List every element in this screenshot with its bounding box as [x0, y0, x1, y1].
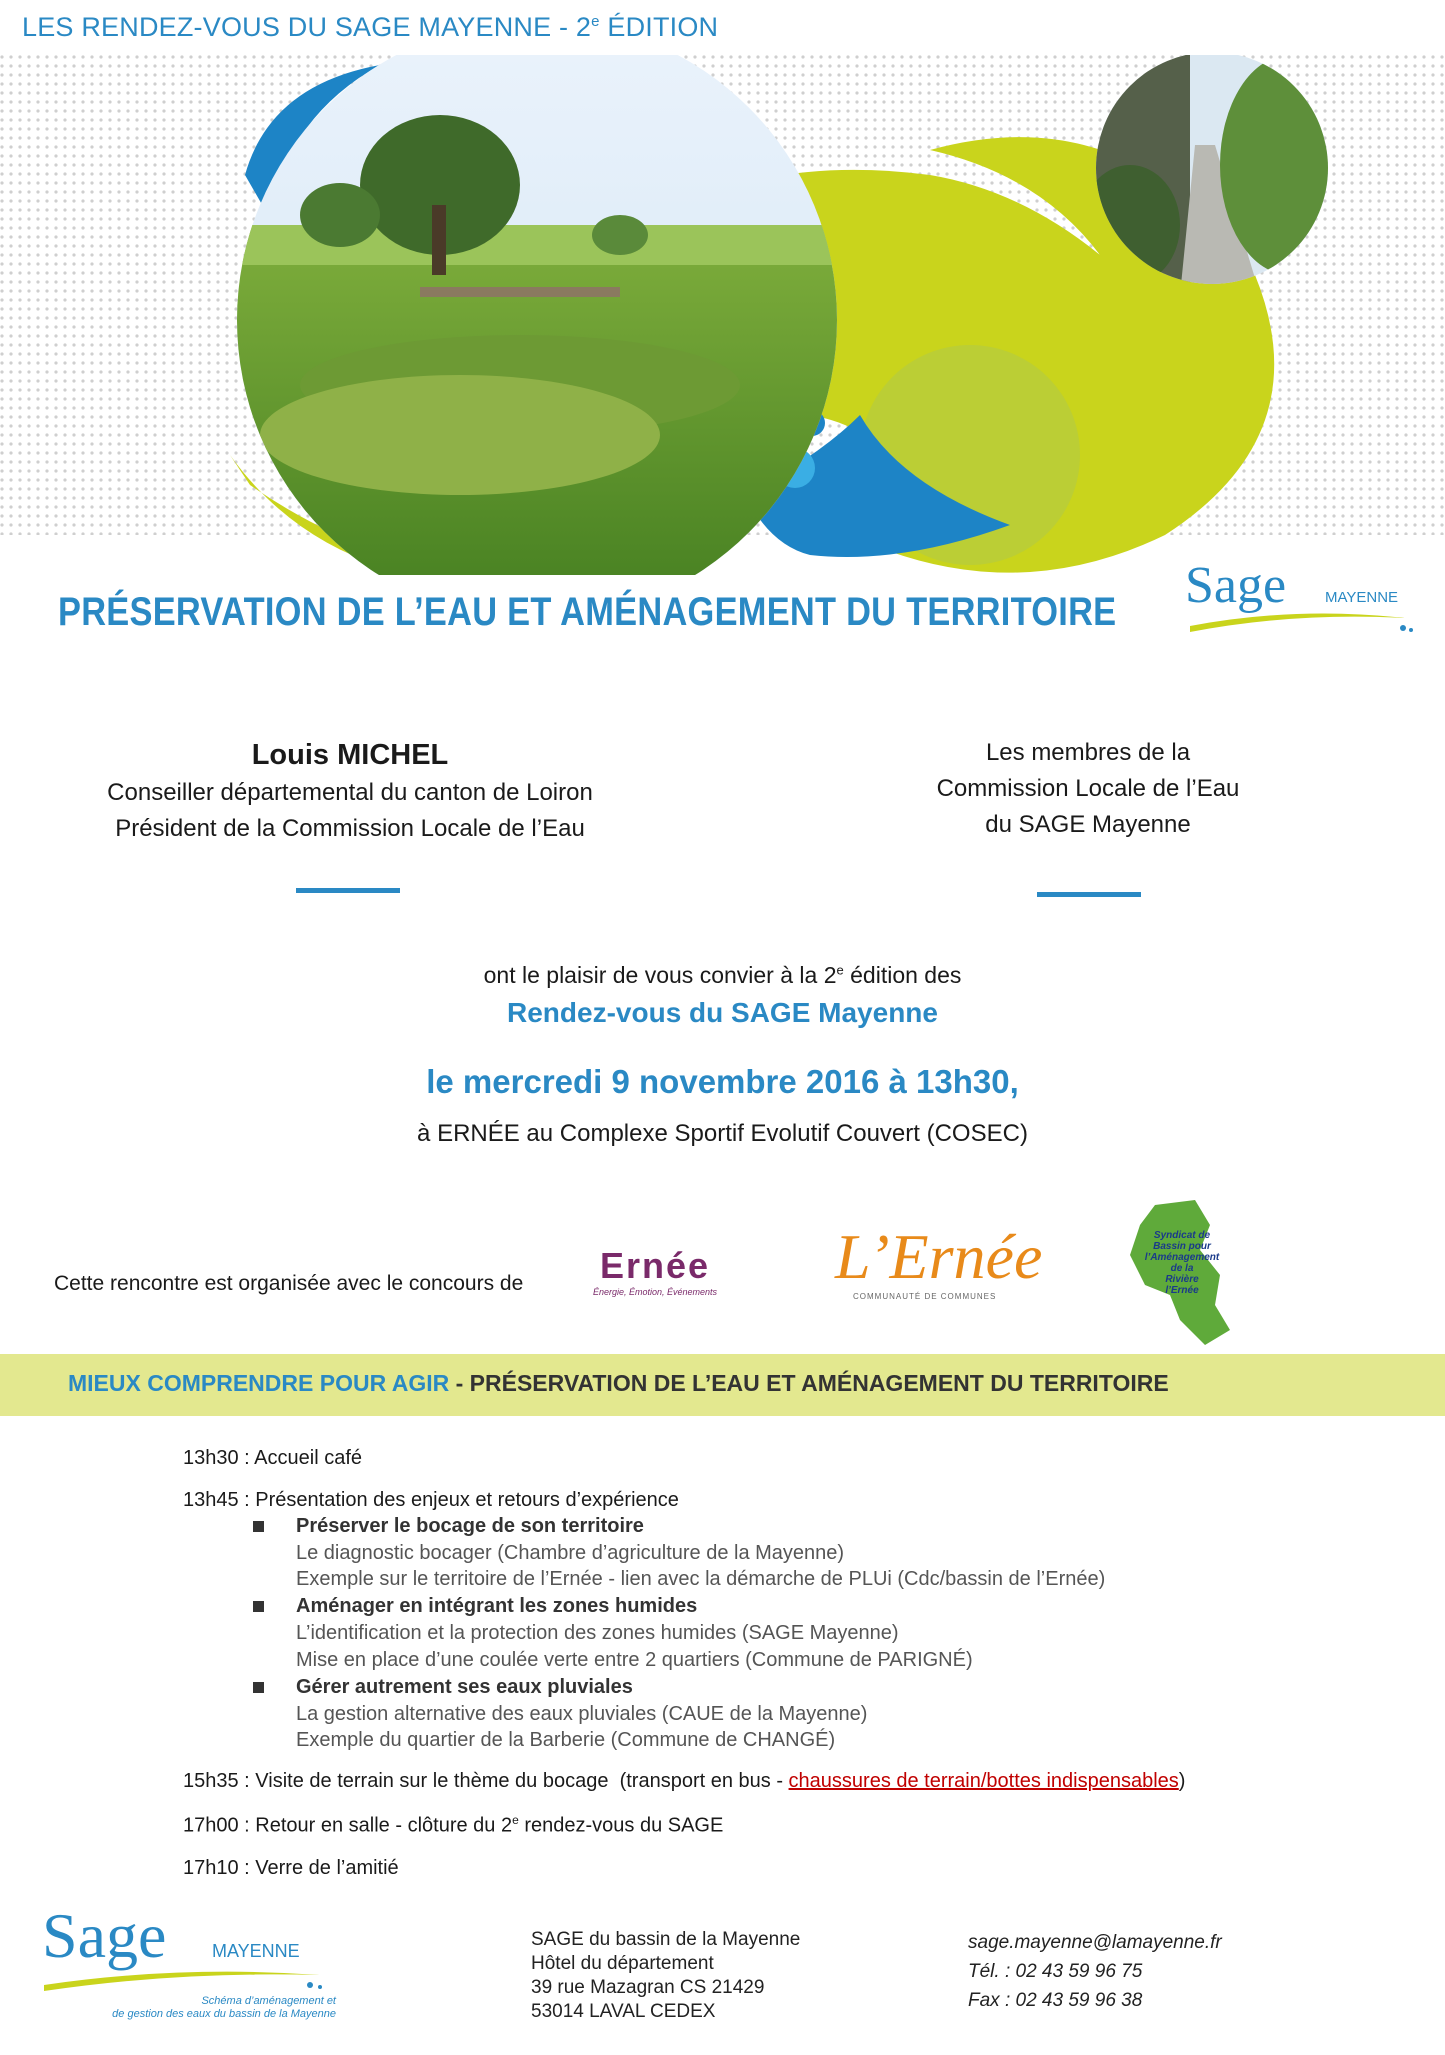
- series-title: LES RENDEZ-VOUS DU SAGE MAYENNE - 2e ÉDITION: [22, 12, 719, 42]
- bullet-3: [253, 1682, 264, 1693]
- bullet-1: [253, 1521, 264, 1532]
- item-2-title: Aménager en intégrant les zones humides: [296, 1595, 698, 1617]
- program-row-1345: 13h45 : Présentation des enjeux et retours d’expérience: [183, 1489, 679, 1511]
- meadow-photo: [230, 55, 850, 575]
- sage-logo-top: [1185, 556, 1415, 636]
- item-1-line-1: Le diagnostic bocager (Chambre d’agriculture de la Mayenne): [296, 1542, 845, 1564]
- divider-left: [296, 888, 400, 893]
- contact-fax: Fax : 02 43 59 96 38: [968, 1990, 1143, 2011]
- hero-illustration: [0, 55, 1445, 575]
- program-row-1535: 15h35 : Visite de terrain sur le thème du bocage (transport en bus - chaussures de terrain/bottes indispensables): [183, 1770, 1186, 1792]
- item-2-line-1: L’identification et la protection des zones humides (SAGE Mayenne): [296, 1622, 899, 1644]
- contact-email[interactable]: sage.mayenne@lamayenne.fr: [968, 1932, 1222, 1953]
- ernee-cdc-logo: L’Ernée COMMUNAUTÉ DE COMMUNES: [835, 1221, 1043, 1301]
- item-3-title: Gérer autrement ses eaux pluviales: [296, 1676, 633, 1698]
- invite-line: ont le plaisir de vous convier à la 2e édition des: [483, 962, 962, 988]
- main-title: PRÉSERVATION DE L’EAU ET AMÉNAGEMENT DU TERRITOIRE: [58, 590, 1117, 634]
- syndicat-text: Syndicat de Bassin pour l’Aménagement de la Rivière l’Ernée: [1144, 1230, 1220, 1296]
- item-3-line-1: La gestion alternative des eaux pluviales (CAUE de la Mayenne): [296, 1703, 868, 1725]
- ernee-town-logo: Ernée Énergie, Émotion, Événements: [592, 1245, 718, 1297]
- syndicat-logo: [1125, 1200, 1235, 1345]
- footer-logo-tagline: Schéma d’aménagement et de gestion des eaux du bassin de la Mayenne: [112, 1995, 336, 2020]
- sage-logo-word: Sage: [1185, 557, 1287, 614]
- program-row-1330: 13h30 : Accueil café: [183, 1447, 363, 1469]
- item-2-line-2: Mise en place d’une coulée verte entre 2 quartiers (Commune de PARIGNÉ): [296, 1649, 973, 1671]
- partners-intro: Cette rencontre est organisée avec le concours de: [54, 1272, 524, 1295]
- footer-contact: [968, 1928, 1222, 2015]
- host-right-line2: Commission Locale de l’Eau: [936, 775, 1240, 802]
- program-row-1710: 17h10 : Verre de l’amitié: [183, 1857, 399, 1879]
- item-1-title: Préserver le bocage de son territoire: [296, 1515, 644, 1537]
- host-right: [838, 735, 1338, 843]
- program-row-1700: 17h00 : Retour en salle - clôture du 2e rendez-vous du SAGE: [183, 1813, 724, 1837]
- host-left-line2: Président de la Commission Locale de l’Eau: [115, 815, 585, 842]
- event-place: à ERNÉE au Complexe Sportif Evolutif Couvert (COSEC): [417, 1120, 1028, 1147]
- footer-logo-word: Sage: [42, 1900, 167, 1971]
- contact-tel: Tél. : 02 43 59 96 75: [968, 1961, 1143, 1982]
- divider-right: [1037, 892, 1141, 897]
- sage-logo-swoosh: [1185, 606, 1415, 636]
- host-left-line1: Conseiller départemental du canton de Loiron: [107, 779, 593, 806]
- bullet-2: [253, 1601, 264, 1612]
- host-left: [100, 735, 600, 847]
- host-right-line3: du SAGE Mayenne: [985, 811, 1191, 838]
- item-3-line-2: Exemple du quartier de la Barberie (Commune de CHANGÉ): [296, 1729, 836, 1751]
- sage-logo-sub: MAYENNE: [1325, 589, 1399, 606]
- section-band-title: MIEUX COMPRENDRE POUR AGIR - PRÉSERVATION DE L’EAU ET AMÉNAGEMENT DU TERRITOIRE: [68, 1370, 1169, 1396]
- item-1-line-2: Exemple sur le territoire de l’Ernée - lien avec la démarche de PLUi (Cdc/bassin de l’Ernée): [296, 1568, 1106, 1590]
- host-right-line1: Les membres de la: [985, 739, 1191, 766]
- host-left-name: Louis MICHEL: [251, 739, 449, 771]
- footwear-warning-link[interactable]: chaussures de terrain/bottes indispensables: [788, 1770, 1179, 1792]
- event-name: Rendez-vous du SAGE Mayenne: [507, 997, 938, 1028]
- sage-logo-footer: [40, 1900, 340, 2025]
- footer-address: SAGE du bassin de la Mayenne Hôtel du département 39 rue Mazagran CS 21429 53014 LAVAL CEDEX: [531, 1929, 801, 2022]
- footer-logo-swoosh: [40, 1963, 330, 1993]
- footer-logo-sub: MAYENNE: [212, 1941, 300, 1961]
- event-date: le mercredi 9 novembre 2016 à 13h30,: [426, 1063, 1019, 1100]
